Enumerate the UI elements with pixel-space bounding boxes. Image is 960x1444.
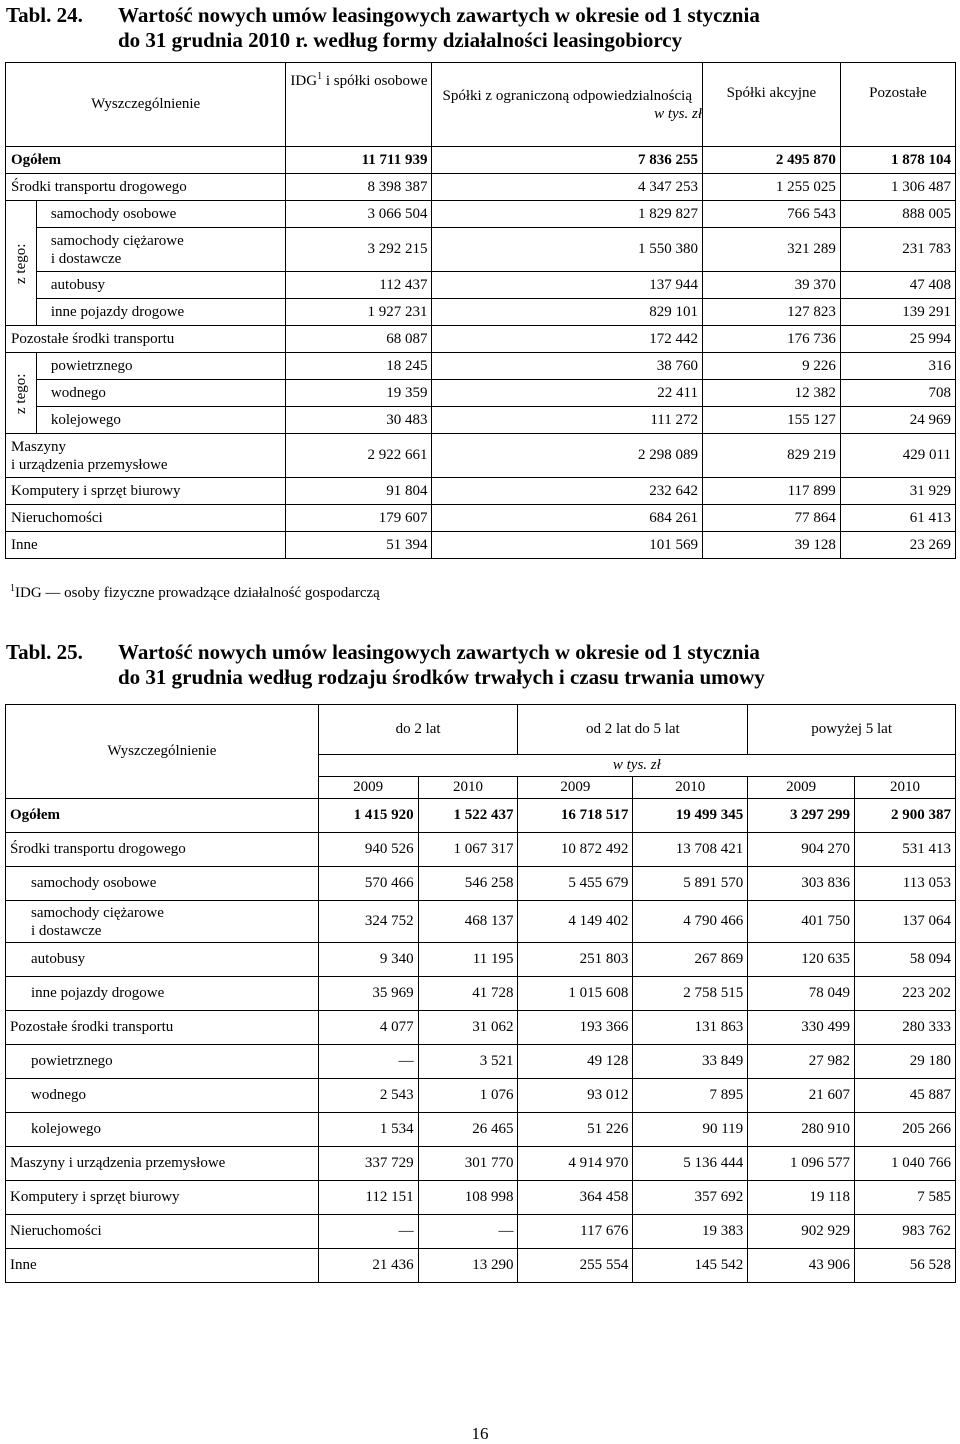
- table-row: [6, 833, 956, 867]
- table24-head-col3: Spółki akcyjne: [703, 63, 841, 147]
- year-cell: 2009: [748, 777, 855, 799]
- row-label: kolejowego: [36, 407, 286, 434]
- cell: 51 226: [518, 1113, 633, 1147]
- year-cell: 2009: [518, 777, 633, 799]
- head-spolki-zoo: Spółki z ograniczoną odpowiedzialnością: [442, 87, 692, 104]
- cell: 2 922 661: [286, 434, 432, 478]
- cell: 267 869: [633, 943, 748, 977]
- cell: 12 382: [703, 380, 841, 407]
- cell: 280 910: [748, 1113, 855, 1147]
- cell: 316: [840, 353, 955, 380]
- cell: 4 914 970: [518, 1147, 633, 1181]
- cell: 468 137: [418, 901, 518, 943]
- row-label: powietrznego: [36, 353, 286, 380]
- cell: 940 526: [318, 833, 418, 867]
- cell: 30 483: [286, 407, 432, 434]
- cell: 684 261: [432, 505, 703, 532]
- row-label: Komputery i sprzęt biurowy: [6, 1181, 319, 1215]
- row-label: inne pojazdy drogowe: [36, 299, 286, 326]
- cell: 24 969: [840, 407, 955, 434]
- cell: 33 849: [633, 1045, 748, 1079]
- cell: 570 466: [318, 867, 418, 901]
- table-row: [6, 505, 956, 532]
- cell: 25 994: [840, 326, 955, 353]
- cell: 1 550 380: [432, 228, 703, 272]
- row-label: Nieruchomości: [6, 1215, 319, 1249]
- cell: 172 442: [432, 326, 703, 353]
- table24-head-col4: Pozostałe: [840, 63, 955, 147]
- cell: 39 128: [703, 532, 841, 559]
- table-row: [6, 799, 956, 833]
- table24-title: [6, 3, 760, 53]
- cell: 357 692: [633, 1181, 748, 1215]
- cell: 401 750: [748, 901, 855, 943]
- table-row: [6, 272, 956, 299]
- cell: 5 136 444: [633, 1147, 748, 1181]
- cell: 61 413: [840, 505, 955, 532]
- cell: 1 415 920: [318, 799, 418, 833]
- table24-head-spec: Wyszczególnienie: [6, 63, 286, 147]
- table25-header-row: [6, 705, 956, 755]
- table24-title-line2: do 31 grudnia 2010 r. według formy działalności leasingobiorcy: [118, 28, 683, 52]
- cell: 829 219: [703, 434, 841, 478]
- cell: 11 711 939: [286, 147, 432, 174]
- cell: 205 266: [855, 1113, 956, 1147]
- table-row: [6, 353, 956, 380]
- table-row: [6, 1079, 956, 1113]
- cell: 56 528: [855, 1249, 956, 1283]
- table-row: [6, 901, 956, 943]
- cell: 321 289: [703, 228, 841, 272]
- table24: [5, 62, 956, 559]
- table-row: [6, 434, 956, 478]
- cell: 16 718 517: [518, 799, 633, 833]
- cell: 232 642: [432, 478, 703, 505]
- cell: 77 864: [703, 505, 841, 532]
- row-label-line2: i dostawcze: [31, 922, 102, 939]
- cell: 1 067 317: [418, 833, 518, 867]
- year-cell: 2009: [318, 777, 418, 799]
- table24-number: Tabl. 24.: [6, 3, 83, 27]
- cell: —: [418, 1215, 518, 1249]
- cell: 983 762: [855, 1215, 956, 1249]
- cell: 1 534: [318, 1113, 418, 1147]
- cell: 41 728: [418, 977, 518, 1011]
- cell: 47 408: [840, 272, 955, 299]
- cell: 902 929: [748, 1215, 855, 1249]
- cell: 120 635: [748, 943, 855, 977]
- z-tego-label: z tego:: [6, 353, 37, 434]
- row-label-line1: Maszyny: [11, 438, 66, 455]
- cell: 251 803: [518, 943, 633, 977]
- cell: 13 290: [418, 1249, 518, 1283]
- cell: 904 270: [748, 833, 855, 867]
- cell: 112 151: [318, 1181, 418, 1215]
- cell: 531 413: [855, 833, 956, 867]
- cell: 10 872 492: [518, 833, 633, 867]
- table-row: [6, 1045, 956, 1079]
- cell: 223 202: [855, 977, 956, 1011]
- cell: 4 077: [318, 1011, 418, 1045]
- row-label-line2: i urządzenia przemysłowe: [11, 456, 168, 473]
- cell: 19 383: [633, 1215, 748, 1249]
- cell: 127 823: [703, 299, 841, 326]
- table-row: [6, 201, 956, 228]
- cell: 2 900 387: [855, 799, 956, 833]
- cell: 176 736: [703, 326, 841, 353]
- cell: 1 522 437: [418, 799, 518, 833]
- row-label: Komputery i sprzęt biurowy: [6, 478, 286, 505]
- cell: 58 094: [855, 943, 956, 977]
- table-row: [6, 407, 956, 434]
- cell: 3 066 504: [286, 201, 432, 228]
- cell: 4 790 466: [633, 901, 748, 943]
- row-label: autobusy: [36, 272, 286, 299]
- cell: 117 899: [703, 478, 841, 505]
- table25-head-spec: Wyszczególnienie: [6, 705, 319, 799]
- cell: 91 804: [286, 478, 432, 505]
- cell: 19 359: [286, 380, 432, 407]
- cell: 117 676: [518, 1215, 633, 1249]
- cell: 51 394: [286, 532, 432, 559]
- cell: 179 607: [286, 505, 432, 532]
- cell: 1 878 104: [840, 147, 955, 174]
- row-label-line1: samochody ciężarowe: [31, 904, 164, 921]
- cell: 280 333: [855, 1011, 956, 1045]
- cell: 2 298 089: [432, 434, 703, 478]
- cell: 4 347 253: [432, 174, 703, 201]
- cell: 93 012: [518, 1079, 633, 1113]
- cell: 9 226: [703, 353, 841, 380]
- table25: [5, 704, 956, 1283]
- row-label: inne pojazdy drogowe: [6, 977, 319, 1011]
- cell: 21 607: [748, 1079, 855, 1113]
- table-row: [6, 478, 956, 505]
- cell: 1 015 608: [518, 977, 633, 1011]
- cell: 324 752: [318, 901, 418, 943]
- cell: 2 758 515: [633, 977, 748, 1011]
- row-label: Ogółem: [6, 799, 319, 833]
- cell: 131 863: [633, 1011, 748, 1045]
- cell: 3 292 215: [286, 228, 432, 272]
- row-label: [6, 434, 286, 478]
- table-row: [6, 1249, 956, 1283]
- page-number: 16: [471, 1424, 489, 1443]
- row-label: Środki transportu drogowego: [6, 174, 286, 201]
- cell: 1 927 231: [286, 299, 432, 326]
- row-label: Środki transportu drogowego: [6, 833, 319, 867]
- cell: 43 906: [748, 1249, 855, 1283]
- table25-unit: w tys. zł: [318, 755, 955, 777]
- cell: 1 306 487: [840, 174, 955, 201]
- table-row: [6, 532, 956, 559]
- table24-head-col1: [286, 63, 432, 147]
- head-idg-sup: 1: [317, 71, 323, 82]
- cell: 19 118: [748, 1181, 855, 1215]
- cell: 31 929: [840, 478, 955, 505]
- cell: 8 398 387: [286, 174, 432, 201]
- cell: 27 982: [748, 1045, 855, 1079]
- cell: 708: [840, 380, 955, 407]
- cell: 11 195: [418, 943, 518, 977]
- table-row: [6, 326, 956, 353]
- cell: 137 064: [855, 901, 956, 943]
- table25-title-line2: do 31 grudnia według rodzaju środków trwałych i czasu trwania umowy: [118, 665, 765, 689]
- cell: 546 258: [418, 867, 518, 901]
- row-label: Nieruchomości: [6, 505, 286, 532]
- table-row: [6, 1147, 956, 1181]
- table24-footnote: [10, 583, 380, 602]
- cell: 112 437: [286, 272, 432, 299]
- cell: —: [318, 1045, 418, 1079]
- table-row: [6, 147, 956, 174]
- head-idg-rest: i spółki osobowe: [322, 73, 428, 89]
- cell: 7 585: [855, 1181, 956, 1215]
- table24-unit: w tys. zł: [654, 105, 702, 122]
- table25-title: [6, 640, 765, 690]
- table-row: [6, 228, 956, 272]
- cell: 49 128: [518, 1045, 633, 1079]
- table-row: [6, 1215, 956, 1249]
- cell: 9 340: [318, 943, 418, 977]
- table25-head-g3: powyżej 5 lat: [748, 705, 956, 755]
- year-cell: 2010: [855, 777, 956, 799]
- row-label: Pozostałe środki transportu: [6, 326, 286, 353]
- cell: 5 891 570: [633, 867, 748, 901]
- cell: 5 455 679: [518, 867, 633, 901]
- cell: 888 005: [840, 201, 955, 228]
- cell: 90 119: [633, 1113, 748, 1147]
- row-label: wodnego: [6, 1079, 319, 1113]
- cell: 303 836: [748, 867, 855, 901]
- table25-head-g1: do 2 lat: [318, 705, 518, 755]
- footnote-text: IDG — osoby fizyczne prowadzące działalność gospodarczą: [15, 585, 380, 601]
- cell: 18 245: [286, 353, 432, 380]
- table-row: [6, 380, 956, 407]
- cell: 145 542: [633, 1249, 748, 1283]
- cell: 337 729: [318, 1147, 418, 1181]
- row-label: Inne: [6, 1249, 319, 1283]
- row-label-line1: samochody ciężarowe: [50, 232, 184, 249]
- table25-number: Tabl. 25.: [6, 640, 83, 664]
- z-tego-label: z tego:: [6, 201, 37, 326]
- cell: 155 127: [703, 407, 841, 434]
- table-row: [6, 1011, 956, 1045]
- cell: 301 770: [418, 1147, 518, 1181]
- cell: 1 076: [418, 1079, 518, 1113]
- cell: 35 969: [318, 977, 418, 1011]
- cell: 1 255 025: [703, 174, 841, 201]
- cell: 113 053: [855, 867, 956, 901]
- row-label: Maszyny i urządzenia przemysłowe: [6, 1147, 319, 1181]
- cell: 29 180: [855, 1045, 956, 1079]
- cell: 429 011: [840, 434, 955, 478]
- cell: 101 569: [432, 532, 703, 559]
- cell: 3 297 299: [748, 799, 855, 833]
- cell: 766 543: [703, 201, 841, 228]
- cell: 255 554: [518, 1249, 633, 1283]
- cell: 193 366: [518, 1011, 633, 1045]
- cell: 78 049: [748, 977, 855, 1011]
- cell: 31 062: [418, 1011, 518, 1045]
- row-label: [6, 901, 319, 943]
- cell: 137 944: [432, 272, 703, 299]
- row-label: Ogółem: [6, 147, 286, 174]
- table-row: [6, 1181, 956, 1215]
- table24-header-row: [6, 63, 956, 147]
- row-label: Pozostałe środki transportu: [6, 1011, 319, 1045]
- cell: 23 269: [840, 532, 955, 559]
- cell: 26 465: [418, 1113, 518, 1147]
- row-label: autobusy: [6, 943, 319, 977]
- cell: 21 436: [318, 1249, 418, 1283]
- table24-head-col2: [432, 63, 703, 147]
- cell: 38 760: [432, 353, 703, 380]
- row-label: Inne: [6, 532, 286, 559]
- cell: 829 101: [432, 299, 703, 326]
- cell: 111 272: [432, 407, 703, 434]
- cell: 1 829 827: [432, 201, 703, 228]
- footnote-sup: 1: [10, 583, 15, 594]
- row-label-line2: i dostawcze: [50, 250, 122, 267]
- table25-title-line1: Wartość nowych umów leasingowych zawartych w okresie od 1 stycznia: [118, 640, 760, 664]
- cell: 4 149 402: [518, 901, 633, 943]
- cell: 19 499 345: [633, 799, 748, 833]
- cell: —: [318, 1215, 418, 1249]
- table24-title-line1: Wartość nowych umów leasingowych zawartych w okresie od 1 stycznia: [118, 3, 760, 27]
- row-label: [36, 228, 286, 272]
- cell: 7 836 255: [432, 147, 703, 174]
- table-row: [6, 299, 956, 326]
- head-idg: IDG: [290, 73, 318, 89]
- cell: 108 998: [418, 1181, 518, 1215]
- row-label: wodnego: [36, 380, 286, 407]
- table-row: [6, 1113, 956, 1147]
- year-cell: 2010: [633, 777, 748, 799]
- cell: 231 783: [840, 228, 955, 272]
- row-label: powietrznego: [6, 1045, 319, 1079]
- cell: 22 411: [432, 380, 703, 407]
- cell: 1 040 766: [855, 1147, 956, 1181]
- cell: 13 708 421: [633, 833, 748, 867]
- table-row: [6, 174, 956, 201]
- cell: 39 370: [703, 272, 841, 299]
- table25-head-g2: od 2 lat do 5 lat: [518, 705, 748, 755]
- cell: 45 887: [855, 1079, 956, 1113]
- cell: 364 458: [518, 1181, 633, 1215]
- cell: 68 087: [286, 326, 432, 353]
- cell: 2 543: [318, 1079, 418, 1113]
- cell: 3 521: [418, 1045, 518, 1079]
- table-row: [6, 867, 956, 901]
- row-label: samochody osobowe: [6, 867, 319, 901]
- row-label: kolejowego: [6, 1113, 319, 1147]
- cell: 2 495 870: [703, 147, 841, 174]
- cell: 330 499: [748, 1011, 855, 1045]
- cell: 7 895: [633, 1079, 748, 1113]
- table-row: [6, 977, 956, 1011]
- cell: 1 096 577: [748, 1147, 855, 1181]
- cell: 139 291: [840, 299, 955, 326]
- year-cell: 2010: [418, 777, 518, 799]
- row-label: samochody osobowe: [36, 201, 286, 228]
- table-row: [6, 943, 956, 977]
